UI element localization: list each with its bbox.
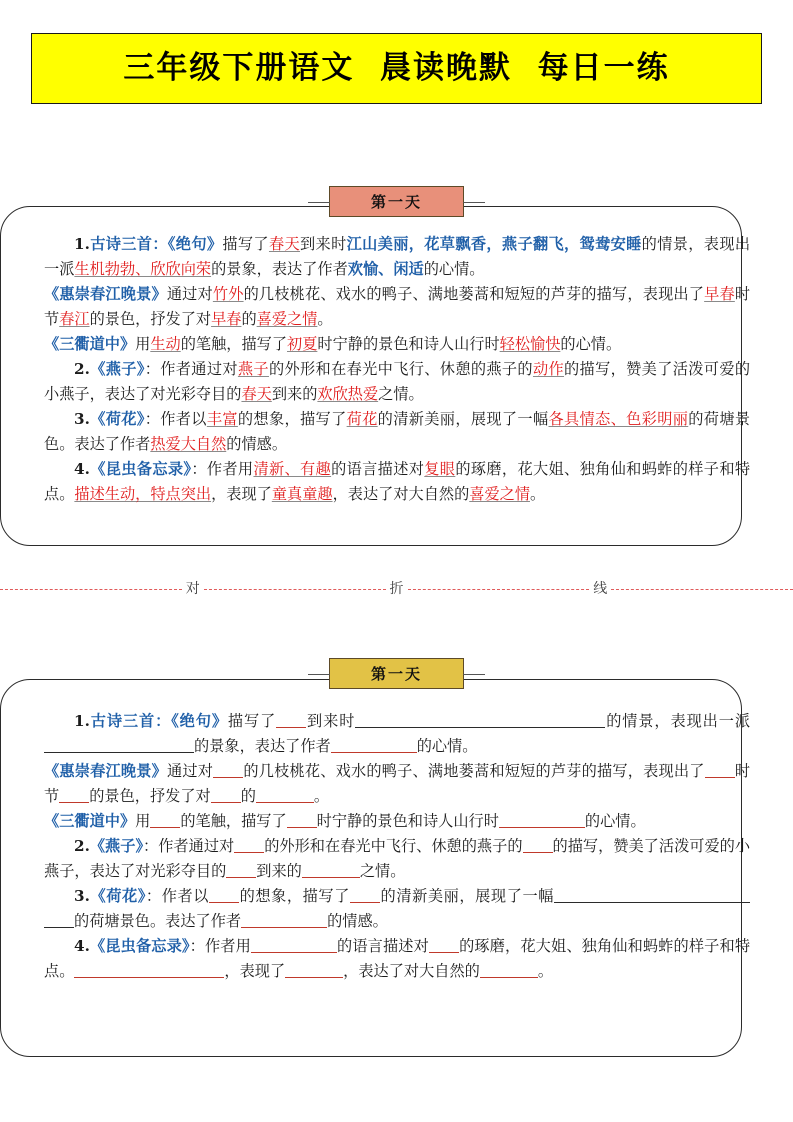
practice-4-t5: ，表达了对大自然的 (343, 962, 480, 980)
practice-1b-t2: 的几枝桃花、戏水的鸭子、满地蒌蒿和短短的芦芽的描写，表现出了 (243, 762, 705, 780)
answer-3-number: 3. (74, 410, 90, 428)
practice-3-t5: 的情感。 (327, 912, 388, 930)
blank-field[interactable] (226, 862, 256, 878)
answer-1-lead: 古诗三首： (89, 235, 168, 253)
answer-item-3 (44, 407, 750, 457)
practice-1c-t3: 时宁静的景色和诗人山行时 (316, 812, 499, 830)
practice-1-t4: 的景象，表达了作者 (194, 737, 331, 755)
answer-4-t6: 。 (530, 485, 546, 503)
practice-1c-work: 《三衢道中》 (44, 812, 136, 830)
practice-4-number: 4. (74, 937, 90, 955)
answer-1c-t4: 的心情。 (560, 335, 622, 353)
practice-3-t2: 的想象，描写了 (239, 887, 350, 905)
blank-field[interactable] (499, 812, 585, 828)
answer-3-t4: 的荷塘景色。表达了作者 (44, 410, 751, 453)
answer-4-a3: 描述生动，特点突出 (74, 485, 212, 503)
answer-1c-a2: 初夏 (287, 335, 318, 353)
practice-1-t2: 到来时 (306, 712, 356, 730)
answer-1b-work: 《惠崇春江晚景》 (44, 285, 167, 303)
answer-3-a3: 各具情态、色彩明丽 (548, 410, 689, 428)
practice-2-t5: 之情。 (359, 862, 406, 880)
answer-3-a4: 热爱大自然 (150, 435, 227, 453)
answer-3-work: 《荷花》 (89, 410, 145, 428)
practice-1b-t1: 通过对 (167, 762, 214, 780)
practice-1b-t5: 的 (240, 787, 256, 805)
blank-field[interactable] (213, 762, 243, 778)
answer-4-t2: 的语言描述对 (331, 460, 425, 478)
answer-item-1b (44, 282, 750, 332)
cut-line-char-1: 对 (185, 581, 200, 597)
blank-field[interactable] (429, 937, 459, 953)
practice-2-t4: 到来的 (256, 862, 302, 880)
practice-item-1 (44, 709, 750, 759)
practice-2-t3: 的描写，赞美了活泼可爱的小燕子，表达了对光彩夺目的 (44, 837, 751, 880)
blank-field[interactable] (234, 837, 264, 853)
answer-1c-t3: 时宁静的景色和诗人山行时 (317, 335, 500, 353)
answer-item-2 (44, 357, 750, 407)
fold-cut-line (0, 578, 793, 600)
blank-field[interactable] (241, 912, 327, 928)
practice-3-t3: 的清新美丽，展现了一幅 (379, 887, 555, 905)
answer-1b-t4: 的景色，抒发了对 (89, 310, 212, 328)
answer-2-a4: 欢欣热爱 (317, 385, 379, 403)
answer-2-t3: 的描写，赞美了活泼可爱的小燕子，表达了对光彩夺目的 (44, 360, 751, 403)
answer-1-number: 1. (74, 235, 90, 253)
practice-3-work: 《荷花》 (89, 887, 146, 905)
blank-field[interactable] (287, 812, 317, 828)
blank-field[interactable] (355, 712, 605, 728)
answer-1b-a4: 早春 (211, 310, 242, 328)
answer-4-number: 4. (74, 460, 90, 478)
answer-1c-a3: 轻松愉快 (499, 335, 561, 353)
answer-2-t5: 之情。 (378, 385, 424, 403)
practice-4-t2: 的语言描述对 (336, 937, 429, 955)
answer-3-t2: 的想象，描写了 (237, 410, 347, 428)
answer-item-4 (44, 457, 750, 507)
answer-1c-t1: 用 (135, 335, 151, 353)
practice-4-work: 《昆虫备忘录》 (89, 937, 190, 955)
practice-1-t3: 的情景，表现出一派 (605, 712, 751, 730)
day-badge-answers (329, 186, 464, 217)
blank-field[interactable] (276, 712, 306, 728)
practice-item-4 (44, 934, 750, 984)
blank-field[interactable] (74, 962, 224, 978)
practice-1-work: 《绝句》 (171, 712, 228, 730)
answer-item-1c (44, 332, 750, 357)
answer-2-t1: ：作者通过对 (144, 360, 238, 378)
badge-wing-right-icon (463, 202, 485, 204)
answer-2-a1: 燕子 (237, 360, 269, 378)
answer-1-t3: 的情景，表现出一派 (44, 235, 751, 278)
practice-2-t2: 的外形和在春光中飞行、休憩的燕子的 (264, 837, 523, 855)
answer-1-a4: 欢愉、闲适 (347, 260, 424, 278)
practice-item-1b (44, 759, 750, 809)
answer-1b-t5: 的 (241, 310, 257, 328)
answer-4-a2: 复眼 (424, 460, 456, 478)
practice-item-3 (44, 884, 750, 934)
answer-1-a1: 春天 (268, 235, 301, 253)
practice-2-work: 《燕子》 (89, 837, 144, 855)
blank-field[interactable] (285, 962, 343, 978)
answer-1-work: 《绝句》 (167, 235, 223, 253)
blank-field[interactable] (211, 787, 241, 803)
blank-field[interactable] (150, 812, 180, 828)
answer-4-t1: ：作者用 (191, 460, 254, 478)
answer-4-a4: 童真童趣 (271, 485, 333, 503)
answer-1b-t3: 时节 (44, 285, 751, 328)
practice-1-t5: 的心情。 (416, 737, 478, 755)
practice-1-t1: 描写了 (227, 712, 277, 730)
answer-item-1 (44, 232, 750, 282)
practice-1c-t2: 的笔触，描写了 (180, 812, 287, 830)
blank-field[interactable] (44, 737, 194, 753)
blank-field[interactable] (554, 887, 750, 903)
blank-field[interactable] (59, 787, 89, 803)
page-title-banner (31, 33, 762, 104)
practice-item-2 (44, 834, 750, 884)
answer-4-t3: 的琢磨，花大姐、独角仙和蚂蚱的样子和特点。 (44, 460, 751, 503)
answer-1b-t6: 。 (317, 310, 333, 328)
answer-1-t5: 的心情。 (423, 260, 485, 278)
blank-field[interactable] (480, 962, 538, 978)
blank-field[interactable] (523, 837, 553, 853)
blank-field[interactable] (350, 887, 380, 903)
practice-1b-work: 《惠崇春江晚景》 (44, 762, 168, 780)
answer-1-a3: 生机勃勃、欣欣向荣 (74, 260, 212, 278)
cut-line-char-2: 折 (389, 581, 404, 597)
answer-1b-a3: 春江 (59, 310, 90, 328)
practice-2-t1: ：作者通过对 (143, 837, 235, 855)
answer-2-a3: 春天 (241, 385, 272, 403)
badge-wing-left-icon (308, 674, 330, 676)
cut-line-segment (611, 589, 793, 590)
blank-field[interactable] (256, 787, 314, 803)
badge-wing-left-icon (308, 202, 330, 204)
practice-1c-t4: 的心情。 (584, 812, 646, 830)
blank-field[interactable] (705, 762, 735, 778)
answer-3-a1: 丰富 (206, 410, 238, 428)
practice-1-number: 1. (74, 712, 90, 730)
answer-1b-t1: 通过对 (166, 285, 213, 303)
answer-3-t5: 的情感。 (226, 435, 287, 453)
practice-1b-t4: 的景色，抒发了对 (89, 787, 211, 805)
blank-field[interactable] (331, 737, 417, 753)
practice-3-t4: 的荷塘景色。表达了作者 (74, 912, 242, 930)
day-badge-practice (329, 658, 464, 689)
answer-2-t4: 到来的 (271, 385, 318, 403)
practice-body (44, 709, 750, 984)
answer-1b-a2: 早春 (704, 285, 735, 303)
practice-4-t6: 。 (537, 962, 553, 980)
blank-field[interactable] (44, 912, 74, 928)
answer-2-t2: 的外形和在春光中飞行、休憩的燕子的 (268, 360, 533, 378)
answer-1-a2: 江山美丽，花草飘香，燕子翻飞，鸳鸯安睡 (346, 235, 642, 253)
answer-1b-a5: 喜爱之情 (256, 310, 318, 328)
cut-line-segment (0, 589, 182, 590)
answer-4-t4: ，表现了 (211, 485, 272, 503)
practice-1-lead: 古诗三首： (89, 712, 172, 730)
answer-2-number: 2. (74, 360, 90, 378)
cut-line-segment (204, 589, 386, 590)
answer-1-t2: 到来时 (300, 235, 347, 253)
answers-body (44, 232, 750, 507)
practice-3-number: 3. (74, 887, 90, 905)
practice-1c-t1: 用 (135, 812, 151, 830)
answer-4-a1: 清新、有趣 (253, 460, 332, 478)
cut-line-char-3: 线 (593, 581, 608, 597)
answer-1c-work: 《三衢道中》 (44, 335, 136, 353)
answer-1-t1: 描写了 (222, 235, 269, 253)
blank-field[interactable] (209, 887, 239, 903)
day-badge-answers-label: 第一天 (370, 193, 422, 211)
answer-1b-t2: 的几枝桃花、戏水的鸭子、满地蒌蒿和短短的芦芽的描写，表现出了 (243, 285, 705, 303)
practice-4-t4: ，表现了 (224, 962, 286, 980)
answer-1c-a1: 生动 (150, 335, 181, 353)
practice-3-t1: ：作者以 (145, 887, 209, 905)
blank-field[interactable] (251, 937, 337, 953)
practice-4-t1: ：作者用 (189, 937, 251, 955)
answer-3-a2: 荷花 (346, 410, 378, 428)
answer-1b-a1: 竹外 (212, 285, 244, 303)
page-title: 三年级下册语文 晨读晚默 每日一练 (123, 50, 670, 86)
blank-field[interactable] (302, 862, 360, 878)
answer-4-work: 《昆虫备忘录》 (89, 460, 192, 478)
day-badge-practice-label: 第一天 (370, 665, 422, 683)
answer-3-t3: 的清新美丽，展现了一幅 (377, 410, 549, 428)
answer-1c-t2: 的笔触，描写了 (180, 335, 287, 353)
practice-1b-t3: 时节 (44, 762, 751, 805)
cut-line-segment (408, 589, 590, 590)
answer-1-t4: 的景象，表达了作者 (211, 260, 348, 278)
badge-wing-right-icon (463, 674, 485, 676)
answer-4-t5: ，表达了对大自然的 (332, 485, 470, 503)
practice-4-t3: 的琢磨，花大姐、独角仙和蚂蚱的样子和特点。 (44, 937, 751, 980)
answer-3-t1: ：作者以 (144, 410, 207, 428)
answer-2-a2: 动作 (532, 360, 565, 378)
answer-4-a5: 喜爱之情 (469, 485, 530, 503)
answer-2-work: 《燕子》 (89, 360, 145, 378)
practice-1b-t6: 。 (313, 787, 330, 805)
practice-2-number: 2. (74, 837, 90, 855)
practice-item-1c (44, 809, 750, 834)
